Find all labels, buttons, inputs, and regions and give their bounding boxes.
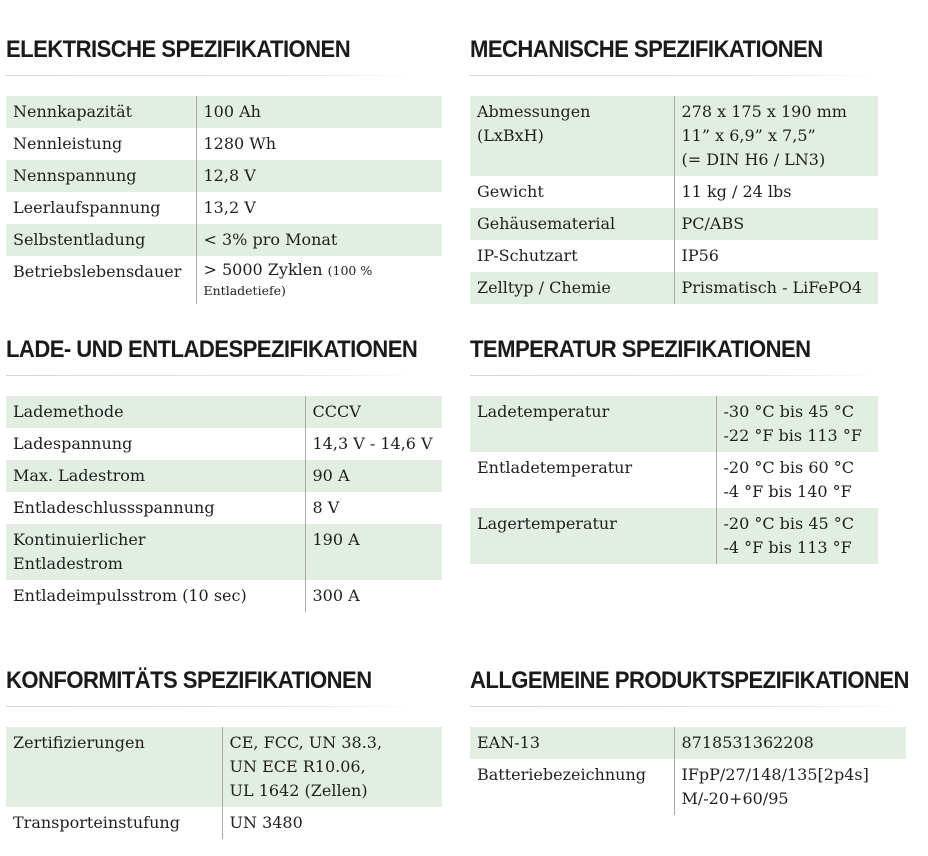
spec-value: 300 A — [305, 580, 442, 612]
spec-value: 11 kg / 24 lbs — [674, 176, 878, 208]
section-divider — [470, 75, 880, 76]
section-title: ELEKTRISCHE SPEZIFIKATIONEN — [6, 36, 351, 63]
spec-value: 13,2 V — [196, 192, 442, 224]
section-divider — [6, 75, 416, 76]
general-product-specs-table — [470, 727, 906, 815]
table-row — [6, 96, 442, 128]
spec-value-line: UN ECE R10.06, — [229, 757, 366, 776]
spec-value: 8718531362208 — [674, 727, 906, 759]
spec-label: Nennspannung — [6, 160, 196, 192]
section-title: ALLGEMEINE PRODUKTSPEZIFIKATIONEN — [470, 667, 909, 694]
spec-label: Zertifizierungen — [6, 727, 222, 807]
table-row — [470, 240, 878, 272]
spec-value: Prismatisch - LiFePO4 — [674, 272, 878, 304]
table-row — [6, 524, 442, 580]
section-divider — [6, 706, 416, 707]
spec-label-line: (LxBxH) — [477, 126, 544, 145]
spec-value-line: UL 1642 (Zellen) — [229, 781, 368, 800]
spec-label: EAN-13 — [470, 727, 674, 759]
table-row — [470, 452, 878, 508]
spec-value-line: -20 °C bis 45 °C — [723, 514, 855, 533]
section-title: LADE- UND ENTLADESPEZIFIKATIONEN — [6, 336, 418, 363]
spec-label: Nennleistung — [13, 134, 123, 153]
spec-value: 1280 Wh — [196, 128, 442, 160]
spec-value: CCCV — [305, 396, 442, 428]
spec-value-line: 11” x 6,9” x 7,5” — [681, 126, 816, 145]
spec-label: Entladeschlussspannung — [13, 498, 215, 517]
spec-value: 8 V — [305, 492, 442, 524]
spec-value-line: -4 °F bis 113 °F — [723, 538, 852, 557]
spec-value-note: Entladetiefe) — [203, 283, 286, 298]
spec-label: Leerlaufspannung — [13, 198, 161, 217]
table-row — [6, 128, 442, 160]
electrical-specs-table — [6, 96, 442, 304]
spec-value-line: M/-20+60/95 — [681, 789, 789, 808]
table-row — [6, 727, 442, 807]
table-row — [470, 508, 878, 564]
spec-value: PC/ABS — [674, 208, 878, 240]
spec-label: Selbstentladung — [6, 224, 196, 256]
spec-value — [716, 396, 878, 452]
spec-value-line: IFpP/27/148/135[2p4s] — [681, 765, 869, 784]
spec-label: IP-Schutzart — [477, 246, 578, 265]
spec-value — [196, 256, 442, 304]
table-row — [6, 192, 442, 224]
spec-label: Gehäusematerial — [470, 208, 674, 240]
spec-label: Entladeimpulsstrom (10 sec) — [13, 586, 247, 605]
spec-value: UN 3480 — [222, 807, 442, 839]
spec-label: Gewicht — [477, 182, 544, 201]
charge-discharge-specs-table — [6, 396, 442, 612]
spec-value — [716, 508, 878, 564]
spec-value: 14,3 V - 14,6 V — [305, 428, 442, 460]
section-title: KONFORMITÄTS SPEZIFIKATIONEN — [6, 667, 372, 694]
table-row — [470, 208, 878, 240]
table-row — [470, 759, 906, 815]
spec-value-line: 278 x 175 x 190 mm — [681, 102, 847, 121]
section-temperature-specs — [470, 335, 910, 564]
section-divider — [470, 375, 880, 376]
mechanical-specs-table — [470, 96, 878, 304]
conformity-specs-table — [6, 727, 442, 839]
spec-value-line: (= DIN H6 / LN3) — [681, 150, 826, 169]
spec-label — [470, 96, 674, 176]
spec-value-main: > 5000 Zyklen — [203, 260, 323, 279]
table-row — [6, 428, 442, 460]
section-charge-discharge-specs — [6, 335, 446, 612]
spec-label: Max. Ladestrom — [6, 460, 305, 492]
spec-value-line: -20 °C bis 60 °C — [723, 458, 855, 477]
spec-value: 90 A — [305, 460, 442, 492]
spec-label: Lagertemperatur — [470, 508, 716, 564]
spec-label: Entladetemperatur — [477, 458, 633, 477]
spec-label: Betriebslebensdauer — [13, 262, 182, 281]
spec-label-line: Kontinuierlicher — [13, 530, 146, 549]
section-general-product-specs — [470, 666, 920, 815]
table-row — [6, 580, 442, 612]
spec-label: Lademethode — [6, 396, 305, 428]
spec-value-note: (100 % — [327, 263, 373, 278]
spec-label: Ladetemperatur — [470, 396, 716, 452]
spec-value: 100 Ah — [196, 96, 442, 128]
spec-value-line: -22 °F bis 113 °F — [723, 426, 862, 445]
spec-label: Transporteinstufung — [13, 813, 180, 832]
spec-label: Zelltyp / Chemie — [470, 272, 674, 304]
table-row — [470, 396, 878, 452]
section-electrical-specs — [6, 35, 446, 304]
section-conformity-specs — [6, 666, 446, 839]
spec-value: < 3% pro Monat — [196, 224, 442, 256]
spec-value-line: CE, FCC, UN 38.3, — [229, 733, 383, 752]
temperature-specs-table — [470, 396, 878, 564]
spec-value-line: -30 °C bis 45 °C — [723, 402, 855, 421]
table-row — [6, 160, 442, 192]
table-row — [6, 256, 442, 304]
spec-label: Batteriebezeichnung — [477, 765, 647, 784]
section-divider — [6, 375, 416, 376]
spec-value: IP56 — [674, 240, 878, 272]
table-row — [6, 492, 442, 524]
spec-label-line: Entladestrom — [13, 554, 123, 573]
spec-value — [222, 727, 442, 807]
spec-value — [716, 452, 878, 508]
spec-label: Nennkapazität — [6, 96, 196, 128]
table-row — [470, 727, 906, 759]
table-row — [6, 460, 442, 492]
table-row — [470, 176, 878, 208]
section-mechanical-specs — [470, 35, 910, 304]
section-divider — [470, 706, 910, 707]
spec-value — [674, 96, 878, 176]
spec-label: Ladespannung — [13, 434, 133, 453]
table-row — [470, 272, 878, 304]
spec-value-line: -4 °F bis 140 °F — [723, 482, 852, 501]
spec-label — [6, 524, 305, 580]
spec-value: 190 A — [305, 524, 442, 580]
table-row — [6, 396, 442, 428]
spec-label-line: Abmessungen — [477, 102, 591, 121]
table-row — [6, 224, 442, 256]
table-row — [6, 807, 442, 839]
section-title: MECHANISCHE SPEZIFIKATIONEN — [470, 36, 823, 63]
spec-value — [674, 759, 906, 815]
table-row — [470, 96, 878, 176]
spec-value: 12,8 V — [196, 160, 442, 192]
section-title: TEMPERATUR SPEZIFIKATIONEN — [470, 336, 811, 363]
